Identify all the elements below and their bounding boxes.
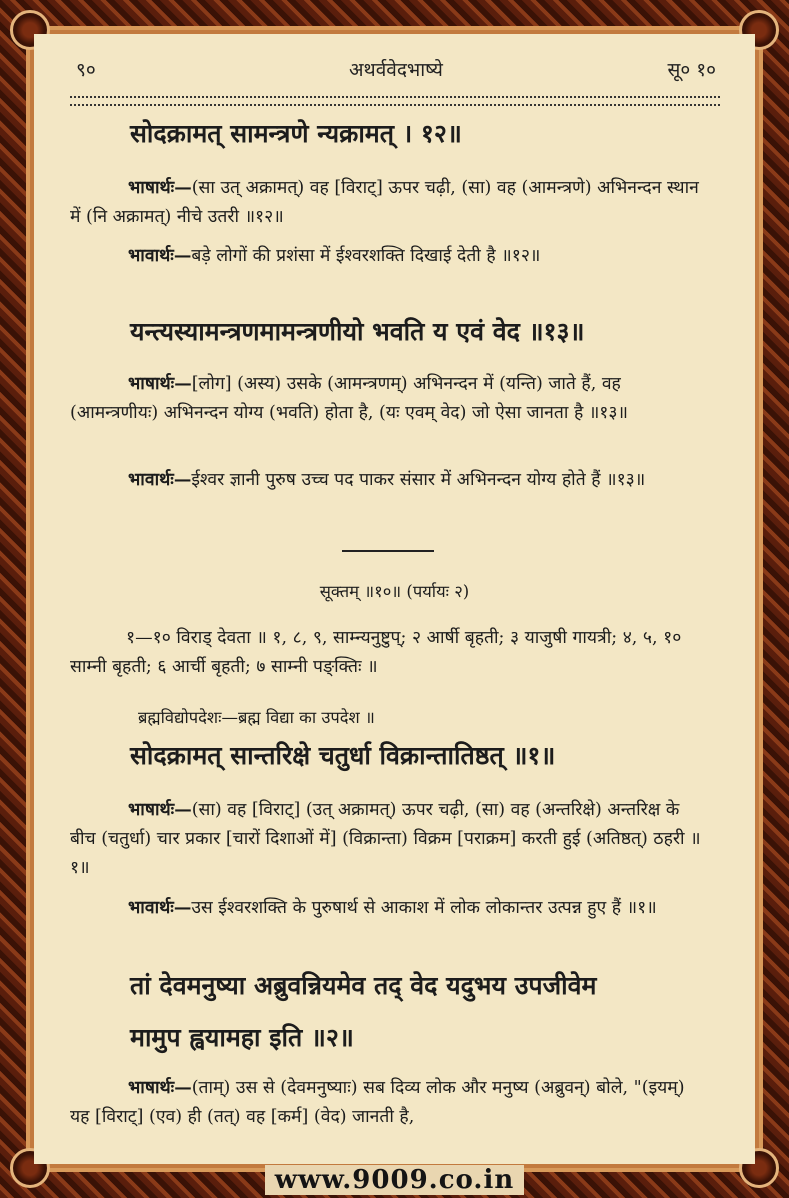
bhasharth-2	[70, 1074, 702, 1132]
page-paper	[34, 34, 755, 1164]
label: भाषार्थः—	[128, 800, 192, 820]
body: [लोग] (अस्य) उसके (आमन्त्रणम्) अभिनन्दन में (यन्ति) जाते हैं, वह (आमन्त्रणीयः) अभिनन्दन योग्य (भवति) होता है, (यः एवम् वेद) जो ऐसा जानता है ॥१३॥	[70, 374, 628, 423]
label: भाषार्थः—	[128, 374, 192, 394]
mantra-13: यन्त्यस्यामन्त्रणमामन्त्रणीयो भवति य एवं वेद ॥१३॥	[130, 317, 585, 346]
mantra-1: सोदक्रामत् सान्तरिक्षे चतुर्धा विक्रान्तातिष्ठत् ॥१॥	[130, 741, 556, 770]
sukta-heading: सूक्तम् ॥१०॥ (पर्यायः २)	[319, 582, 470, 601]
page-number: ९०	[76, 59, 96, 81]
upadesh-line: ब्रह्मविद्योपदेशः—ब्रह्म विद्या का उपदेश ॥	[138, 708, 375, 727]
bhasharth-13	[70, 370, 702, 428]
footer-url	[0, 1162, 789, 1198]
label: भावार्थः—	[128, 246, 192, 266]
bhavarth-13	[70, 466, 702, 495]
book-title: अथर्ववेदभाष्ये	[349, 59, 443, 81]
section-separator	[342, 550, 434, 552]
bhavarth-12	[70, 242, 702, 271]
body: ईश्वर ज्ञानी पुरुष उच्च पद पाकर संसार में अभिनन्दन योग्य होते हैं ॥१३॥	[191, 470, 646, 490]
label: भाषार्थः—	[128, 1078, 192, 1098]
bhavarth-1	[70, 894, 702, 923]
footer-url-text: www.9009.co.in	[265, 1165, 525, 1195]
mantra-12: सोदक्रामत् सामन्त्रणे न्यक्रामत् । १२॥	[130, 119, 462, 148]
page-header	[76, 56, 716, 86]
body: उस ईश्वरशक्ति के पुरुषार्थ से आकाश में लोक लोकान्तर उत्पन्न हुए हैं ॥१॥	[191, 898, 657, 918]
body: (सा उत् अक्रामत्) वह [विराट्] ऊपर चढ़ी, (सा) वह (आमन्त्रणे) अभिनन्दन स्थान में (नि अक्रामत्) नीचे उतरी ॥१२॥	[70, 178, 699, 227]
bhasharth-12	[70, 174, 702, 232]
body: (ताम्) उस से (देवमनुष्याः) सब दिव्य लोक और मनुष्य (अब्रुवन्) बोले, "(इयम्) यह [विराट्] (एव) ही (तत्) वह [कर्म] (वेद) जानती है,	[70, 1078, 685, 1127]
label: भावार्थः—	[128, 898, 192, 918]
body: (सा) वह [विराट्] (उत् अक्रामत्) ऊपर चढ़ी, (सा) वह (अन्तरिक्षे) अन्तरिक्ष के बीच (चतुर्धा) चार प्रकार [चारों दिशाओं में] (विक्रान्ता) विक्रम [पराक्रम] करती हुई (अतिष्ठत्) ठहरी ॥१॥	[70, 800, 701, 878]
mantra-2-line2: मामुप ह्वयामहा इति ॥२॥	[130, 1023, 354, 1052]
bhasharth-1	[70, 796, 702, 883]
header-rule	[70, 96, 720, 106]
sukta-label: सू० १०	[667, 59, 716, 81]
devata-line: १—१० विराड् देवता ॥ १, ८, ९, साम्न्यनुष्टुप्; २ आर्षी बृहती; ३ याजुषी गायत्री; ४, ५, १० साम्नी बृहती; ६ आर्ची बृहती; ७ साम्नी पङ्क्तिः ॥	[70, 628, 682, 677]
label: भाषार्थः—	[128, 178, 192, 198]
body: बड़े लोगों की प्रशंसा में ईश्वरशक्ति दिखाई देती है ॥१२॥	[191, 246, 541, 266]
label: भावार्थः—	[128, 470, 192, 490]
mantra-2-line1: तां देवमनुष्या अब्रुवन्नियमेव तद् वेद यदुभय उपजीवेम	[130, 971, 597, 1000]
